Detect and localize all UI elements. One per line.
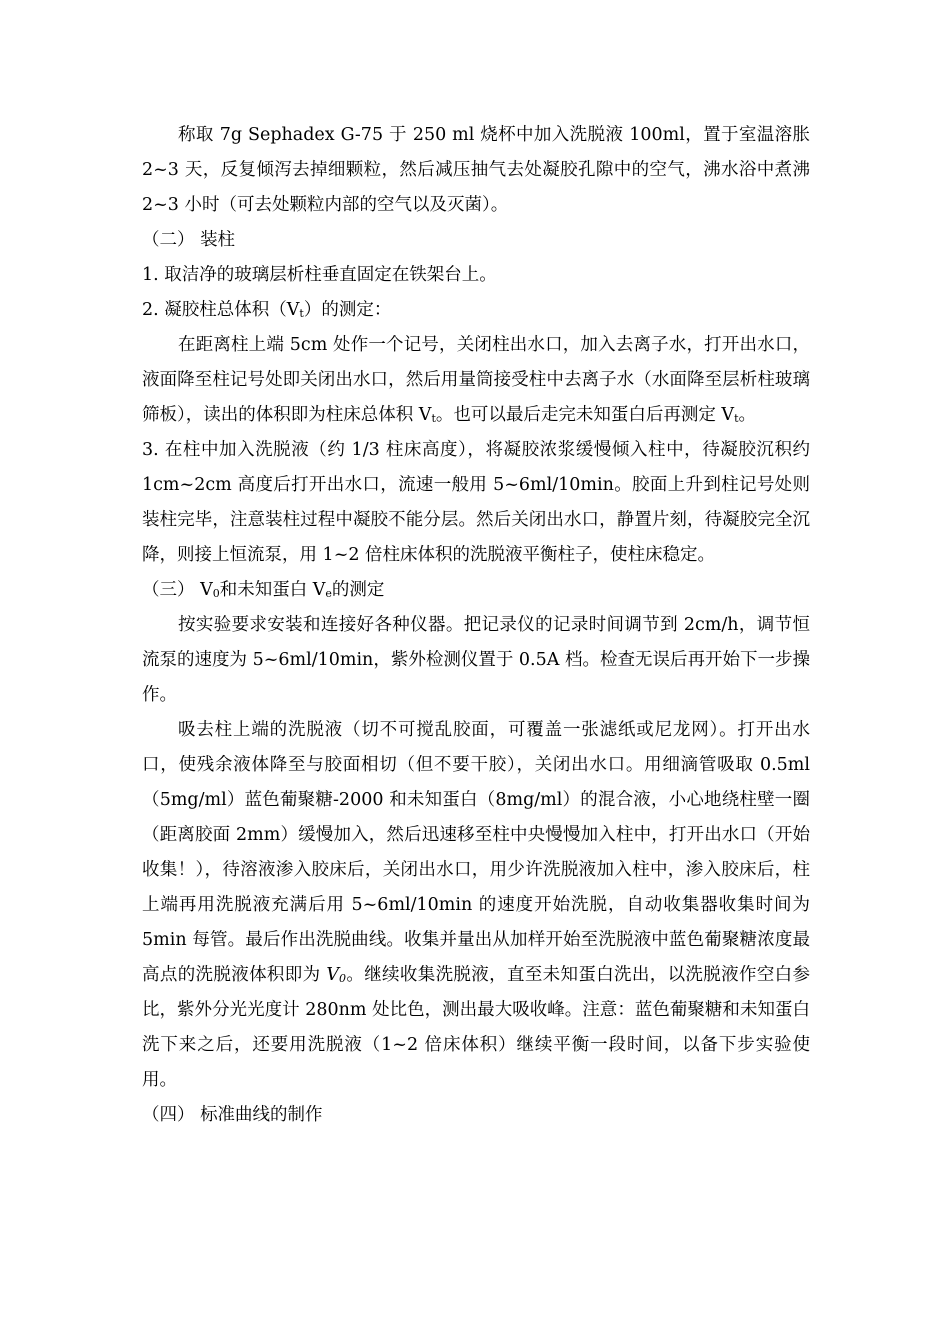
document-body: [142, 118, 810, 1133]
subscript-e: e: [325, 587, 332, 600]
paragraph-elution: [142, 713, 810, 1098]
step-1: 1. 取洁净的玻璃层析柱垂直固定在铁架台上。: [142, 265, 497, 285]
subscript-t: t: [299, 307, 304, 320]
section-heading-v0-mid: 和未知蛋白 V: [219, 580, 326, 600]
paragraph-total-volume-mid: 。也可以最后走完未知蛋白后再测定 V: [435, 405, 735, 425]
section-heading-v0-ve: [142, 573, 810, 608]
section-heading-standard-curve: （四） 标准曲线的制作: [142, 1105, 323, 1125]
section-heading-packing: （二） 装柱: [142, 230, 236, 250]
section-heading-v0-end: 的测定: [331, 580, 385, 600]
paragraph-total-volume-text: 在距离柱上端 5cm 处作一个记号，关闭柱出水口，加入去离子水，打开出水口，液面降至柱记号处即关闭出水口，然后用量筒接受柱中去离子水（水面降至层析柱玻璃筛板），读出的体积即为柱床总体积 V: [142, 335, 810, 425]
step-2-text: 2. 凝胶柱总体积（V: [142, 300, 300, 320]
paragraph-elution-end: 。继续收集洗脱液，直至未知蛋白洗出，以洗脱液作空白参比，紫外分光光度计 280nm 处比色，测出最大吸收峰。注意：蓝色葡聚糖和未知蛋白洗下来之后，还要用洗脱液（1~2 倍床体积）继续平衡一段时间，以备下步实验使用。: [142, 965, 811, 1090]
paragraph-elution-text: 吸去柱上端的洗脱液（切不可搅乱胶面，可覆盖一张滤纸或尼龙网）。打开出水口，使残余液体降至与胶面相切（但不要干胶），关闭出水口。用细滴管吸取 0.5ml（5mg/ml）蓝色葡聚糖-2000 和未知蛋白（8mg/ml）的混合液，小心地绕柱壁一圈（距离胶面 2mm）缓慢加入，然后迅速移至柱中央慢慢加入柱中，打开出水口（开始收集！），待溶液渗入胶床后，关闭出水口，用少许洗脱液加入柱中，渗入胶床后，柱上端再用洗脱液充满后用 5~6ml/10min 的速度开始洗脱，自动收集器收集时间为 5min 每管。最后作出洗脱曲线。收集并量出从加样开始至洗脱液中蓝色葡聚糖浓度最高点的洗脱液体积即为: [142, 720, 810, 985]
subscript-0: 0: [212, 587, 220, 600]
step-3: 3. 在柱中加入洗脱液（约 1/3 柱床高度），将凝胶浓浆缓慢倾入柱中，待凝胶沉积约 1cm~2cm 高度后打开出水口，流速一般用 5~6ml/10min。胶面上升到柱记号处则装柱完毕，注意装柱过程中凝胶不能分层。然后关闭出水口，静置片刻，待凝胶完全沉降，则接上恒流泵，用 1~2 倍柱床体积的洗脱液平衡柱子，使柱床稳定。: [142, 440, 810, 565]
subscript-t: t: [431, 412, 436, 425]
section-heading-v0-text: （三） V: [142, 580, 213, 600]
paragraph-total-volume-end: 。: [738, 405, 756, 425]
paragraph-total-volume: [142, 328, 810, 433]
v0-symbol: V: [326, 965, 340, 985]
paragraph-setup: 按实验要求安装和连接好各种仪器。把记录仪的记录时间调节到 2cm/h，调节恒流泵的速度为 5~6ml/10min，紫外检测仪置于 0.5A 档。检查无误后再开始下一步操作。: [142, 615, 810, 705]
subscript-0: 0: [339, 972, 347, 985]
subscript-t: t: [734, 412, 739, 425]
step-2: [142, 293, 810, 328]
paragraph-swelling: 称取 7g Sephadex G-75 于 250 ml 烧杯中加入洗脱液 100ml，置于室温溶胀 2~3 天，反复倾泻去掉细颗粒，然后减压抽气去处凝胶孔隙中的空气，沸水浴中煮沸 2~3 小时（可去处颗粒内部的空气以及灭菌）。: [142, 125, 810, 215]
step-2-text-end: ）的测定：: [303, 300, 392, 320]
